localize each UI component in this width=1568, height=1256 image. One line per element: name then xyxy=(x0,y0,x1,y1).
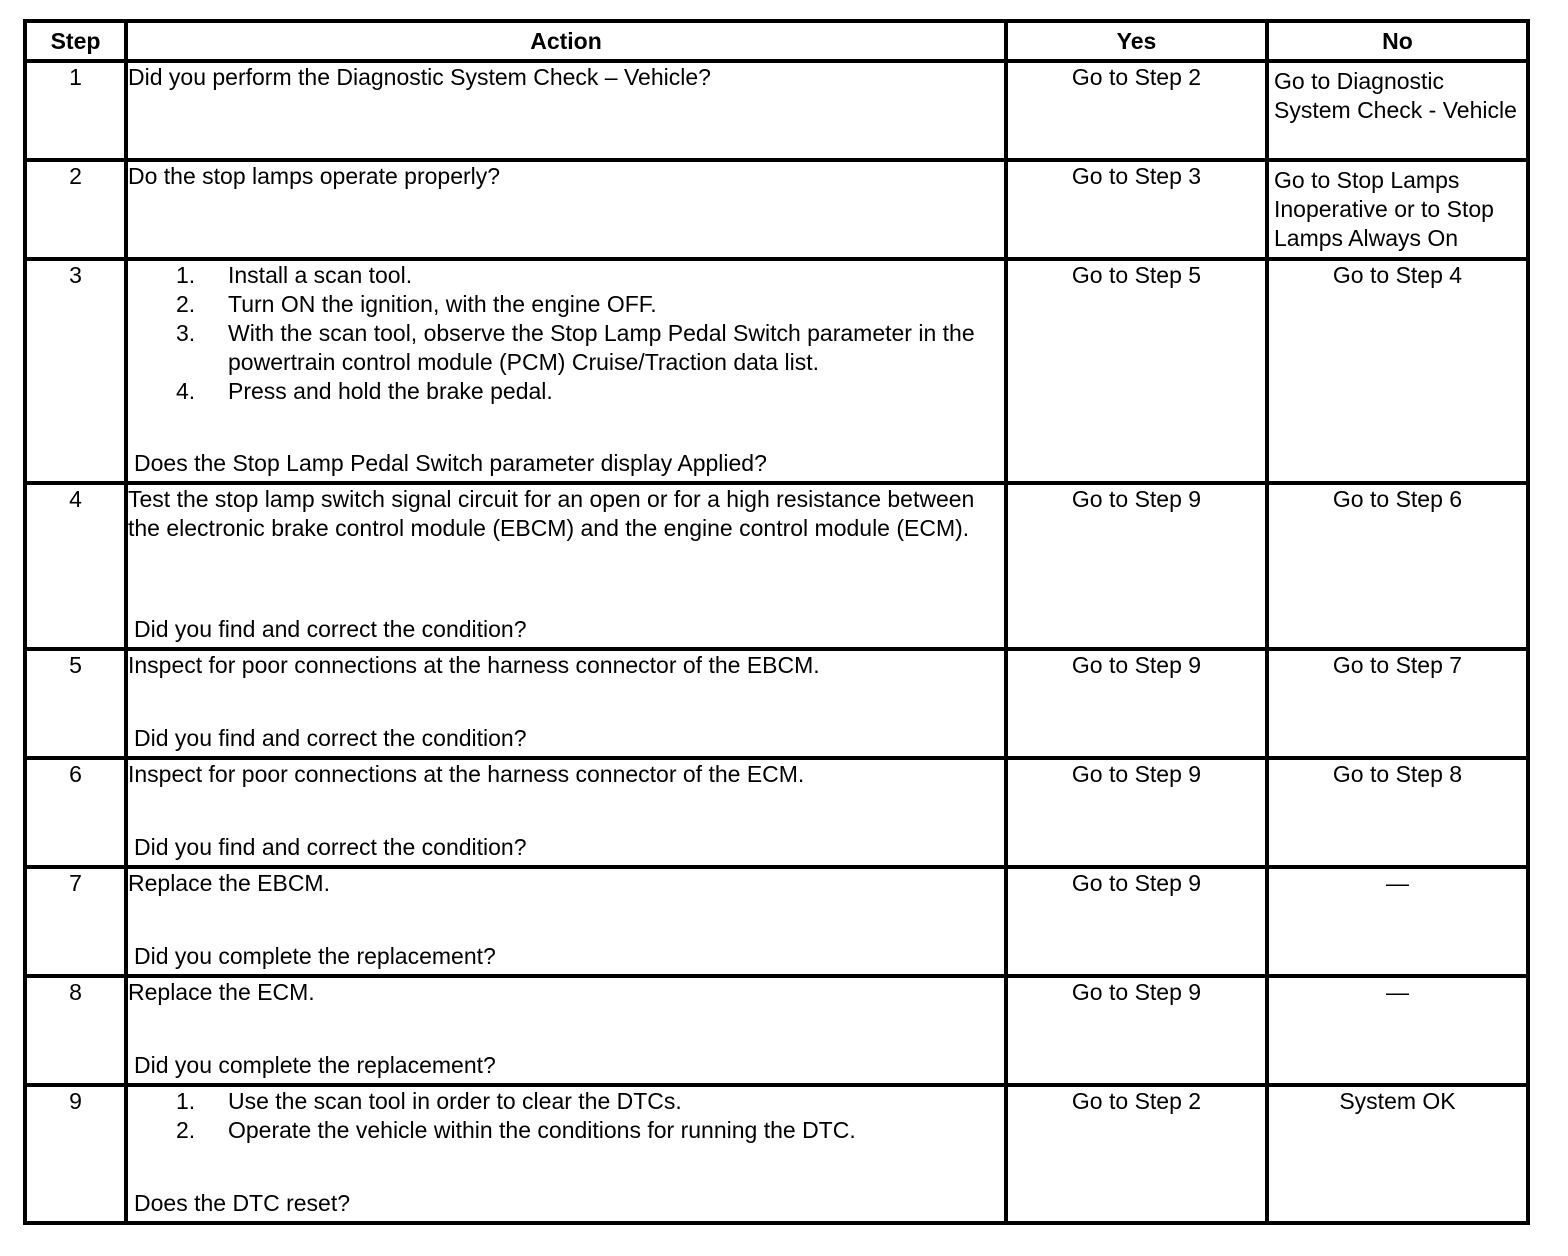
table-row xyxy=(25,160,1528,259)
step-number: 8 xyxy=(25,976,126,1085)
list-item xyxy=(128,261,1004,290)
yes-cell: Go to Step 9 xyxy=(1006,758,1267,867)
action-cell xyxy=(126,1085,1006,1223)
list-item-text: Use the scan tool in order to clear the DTCs. xyxy=(228,1088,682,1114)
header-yes: Yes xyxy=(1006,21,1267,61)
list-item xyxy=(128,1087,1004,1116)
instruction-list xyxy=(128,261,1004,406)
list-item-text: Operate the vehicle within the conditions for running the DTC. xyxy=(228,1117,856,1143)
list-item xyxy=(128,319,1004,377)
step-number: 3 xyxy=(25,259,126,483)
question-text: Did you complete the replacement? xyxy=(134,1052,496,1078)
action-cell xyxy=(126,867,1006,976)
action-cell xyxy=(126,259,1006,483)
table-row xyxy=(25,61,1528,160)
question-text: Does the DTC reset? xyxy=(134,1190,351,1216)
header-action: Action xyxy=(126,21,1006,61)
yes-cell: Go to Step 9 xyxy=(1006,976,1267,1085)
yes-cell: Go to Step 3 xyxy=(1006,160,1267,259)
list-item-number: 1. xyxy=(176,262,196,288)
list-item-number: 3. xyxy=(176,320,196,346)
header-step: Step xyxy=(25,21,126,61)
step-number: 9 xyxy=(25,1085,126,1223)
yes-cell: Go to Step 9 xyxy=(1006,649,1267,758)
diagnostic-table xyxy=(23,19,1530,1225)
action-text: Do the stop lamps operate properly? xyxy=(128,163,501,189)
list-item-text: Press and hold the brake pedal. xyxy=(228,378,553,404)
step-number: 5 xyxy=(25,649,126,758)
header-row xyxy=(25,21,1528,61)
yes-cell: Go to Step 9 xyxy=(1006,483,1267,649)
no-cell: Go to Step 6 xyxy=(1267,483,1528,649)
list-item-number: 1. xyxy=(176,1088,196,1114)
action-cell xyxy=(126,160,1006,259)
question-text: Did you find and correct the condition? xyxy=(134,616,527,642)
no-cell: — xyxy=(1267,867,1528,976)
action-cell xyxy=(126,61,1006,160)
list-item-text: With the scan tool, observe the Stop Lamp Pedal Switch parameter in the powertrain control module (PCM) Cruise/Traction data list. xyxy=(228,320,975,375)
no-cell: Go to Step 7 xyxy=(1267,649,1528,758)
list-item xyxy=(128,1116,1004,1145)
table-row xyxy=(25,649,1528,758)
table-row xyxy=(25,976,1528,1085)
table-row xyxy=(25,483,1528,649)
action-text: Inspect for poor connections at the harness connector of the ECM. xyxy=(128,761,805,787)
list-item xyxy=(128,290,1004,319)
action-cell xyxy=(126,976,1006,1085)
yes-cell: Go to Step 9 xyxy=(1006,867,1267,976)
action-text: Replace the EBCM. xyxy=(128,870,330,896)
step-number: 4 xyxy=(25,483,126,649)
yes-cell: Go to Step 5 xyxy=(1006,259,1267,483)
list-item-number: 2. xyxy=(176,1117,196,1143)
question-text: Did you complete the replacement? xyxy=(134,943,496,969)
instruction-list xyxy=(128,1087,1004,1145)
list-item-text: Install a scan tool. xyxy=(228,262,413,288)
no-cell: Go to Step 4 xyxy=(1267,259,1528,483)
action-text: Test the stop lamp switch signal circuit for an open or for a high resistance between the electronic brake control module (EBCM) and the engine control module (ECM). xyxy=(128,486,975,541)
table-row xyxy=(25,758,1528,867)
step-number: 2 xyxy=(25,160,126,259)
yes-cell: Go to Step 2 xyxy=(1006,61,1267,160)
question-text: Did you find and correct the condition? xyxy=(134,834,527,860)
table-row xyxy=(25,259,1528,483)
list-item-number: 2. xyxy=(176,291,196,317)
action-cell xyxy=(126,483,1006,649)
no-cell: Go to Step 8 xyxy=(1267,758,1528,867)
action-text: Inspect for poor connections at the harness connector of the EBCM. xyxy=(128,652,820,678)
question-text: Does the Stop Lamp Pedal Switch parameter display Applied? xyxy=(134,450,767,476)
no-cell: Go to Diagnostic System Check - Vehicle xyxy=(1267,61,1528,160)
list-item xyxy=(128,377,1004,406)
question-text: Did you find and correct the condition? xyxy=(134,725,527,751)
step-number: 6 xyxy=(25,758,126,867)
step-number: 1 xyxy=(25,61,126,160)
action-text: Replace the ECM. xyxy=(128,979,315,1005)
no-cell: Go to Stop Lamps Inoperative or to Stop Lamps Always On xyxy=(1267,160,1528,259)
header-no: No xyxy=(1267,21,1528,61)
action-cell xyxy=(126,649,1006,758)
action-cell xyxy=(126,758,1006,867)
no-cell: System OK xyxy=(1267,1085,1528,1223)
yes-cell: Go to Step 2 xyxy=(1006,1085,1267,1223)
action-text: Did you perform the Diagnostic System Check – Vehicle? xyxy=(128,64,711,90)
table-row xyxy=(25,867,1528,976)
list-item-text: Turn ON the ignition, with the engine OFF. xyxy=(228,291,657,317)
list-item-number: 4. xyxy=(176,378,196,404)
step-number: 7 xyxy=(25,867,126,976)
no-cell: — xyxy=(1267,976,1528,1085)
table-row xyxy=(25,1085,1528,1223)
